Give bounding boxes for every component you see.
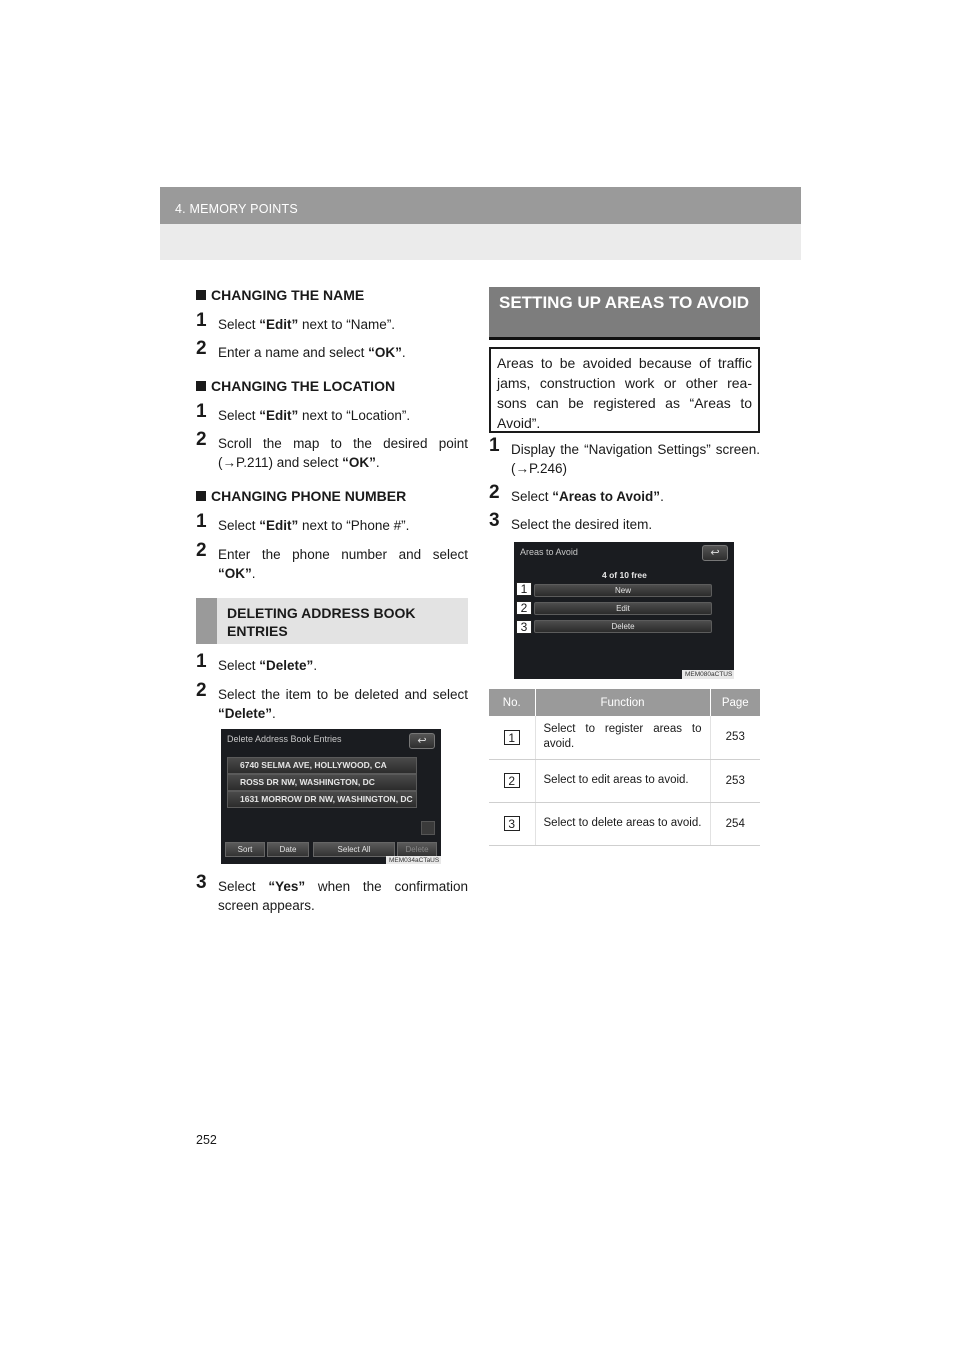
heading-accent-bar	[196, 598, 217, 644]
number-box: 3	[504, 816, 520, 831]
figure-code: MEM080aCTUS	[682, 670, 734, 679]
select-all-button: Select All	[313, 842, 395, 857]
function-table	[489, 689, 760, 846]
table-row	[489, 802, 760, 845]
heading-changing-name: CHANGING THE NAME	[196, 287, 364, 303]
callout-2: 2	[516, 601, 532, 615]
section-title: 4. MEMORY POINTS	[175, 202, 298, 216]
col-header-function: Function	[535, 689, 710, 716]
header-sub-band	[160, 224, 801, 260]
back-arrow-icon: ↩	[702, 545, 728, 561]
delete-button: Delete	[397, 842, 437, 857]
step-delete-1: 1 Select “Delete”.	[196, 651, 318, 673]
square-bullet-icon	[196, 491, 206, 501]
back-arrow-icon: ↩	[409, 733, 435, 749]
step-location-1: 1 Select “Edit” next to “Location”.	[196, 401, 411, 423]
page-cell: 254	[710, 802, 760, 845]
step-avoid-3: 3 Select the desired item.	[489, 510, 653, 532]
step-phone-1: 1 Select “Edit” next to “Phone #”.	[196, 511, 410, 533]
heading-changing-location: CHANGING THE LOCATION	[196, 378, 395, 394]
edit-button: Edit	[534, 602, 712, 615]
page-number: 252	[196, 1133, 217, 1147]
scroll-indicator	[421, 821, 435, 835]
heading-changing-phone: CHANGING PHONE NUMBER	[196, 488, 406, 504]
step-location-2: 2 Scroll the map to the desired point (→P.211) and select “OK”.	[196, 429, 468, 470]
callout-3: 3	[516, 620, 532, 634]
table-row	[489, 759, 760, 802]
delete-entries-screenshot: Delete Address Book Entries ↩ 6740 SELMA AVE, HOLLYWOOD, CA ROSS DR NW, WASHINGTON, DC 1631 MORROW DR NW, WASHINGTON, DC Sort Date Select All Delete MEM034aCTaUS	[221, 729, 441, 864]
number-box: 1	[504, 730, 520, 745]
square-bullet-icon	[196, 381, 206, 391]
function-cell: Select to edit areas to avoid.	[535, 759, 710, 802]
col-header-no: No.	[489, 689, 535, 716]
step-delete-2: 2 Select the item to be deleted and select “Delete”.	[196, 680, 468, 721]
step-name-1: 1 Select “Edit” next to “Name”.	[196, 310, 396, 332]
function-cell: Select to delete areas to avoid.	[535, 802, 710, 845]
step-avoid-1: 1 Display the “Navigation Settings” screen. (→P.246)	[489, 435, 760, 476]
col-header-page: Page	[710, 689, 760, 716]
table-header-row	[489, 689, 760, 716]
free-count: 4 of 10 free	[602, 570, 647, 580]
heading-deleting-entries: DELETING ADDRESS BOOK ENTRIES	[196, 598, 468, 644]
callout-1: 1	[516, 582, 532, 596]
number-box: 2	[504, 773, 520, 788]
heading-areas-to-avoid: SETTING UP AREAS TO AVOID	[489, 287, 760, 340]
step-phone-2: 2 Enter the phone number and select “OK”.	[196, 540, 468, 581]
figure-code: MEM034aCTaUS	[386, 856, 441, 864]
entry-row: 1631 MORROW DR NW, WASHINGTON, DC	[227, 791, 417, 808]
page-cell: 253	[710, 759, 760, 802]
function-cell: Select to register areas to avoid.	[535, 716, 710, 759]
intro-box: Areas to be avoided because of traffic jams, construction work or other rea-sons can be registered as “Areas to Avoid”.	[489, 347, 760, 433]
table-row	[489, 716, 760, 759]
areas-to-avoid-screenshot: Areas to Avoid ↩ 4 of 10 free New Edit Delete MEM080aCTUS	[514, 542, 734, 679]
page-cell: 253	[710, 716, 760, 759]
square-bullet-icon	[196, 290, 206, 300]
entry-row: ROSS DR NW, WASHINGTON, DC	[227, 774, 417, 791]
new-button: New	[534, 584, 712, 597]
step-delete-3: 3 Select “Yes” when the confirmation screen appears.	[196, 872, 468, 913]
entry-row: 6740 SELMA AVE, HOLLYWOOD, CA	[227, 757, 417, 774]
step-avoid-2: 2 Select “Areas to Avoid”.	[489, 482, 664, 504]
date-button: Date	[267, 842, 309, 857]
delete-button: Delete	[534, 620, 712, 633]
sort-button: Sort	[225, 842, 265, 857]
step-name-2: 2 Enter a name and select “OK”.	[196, 338, 406, 360]
